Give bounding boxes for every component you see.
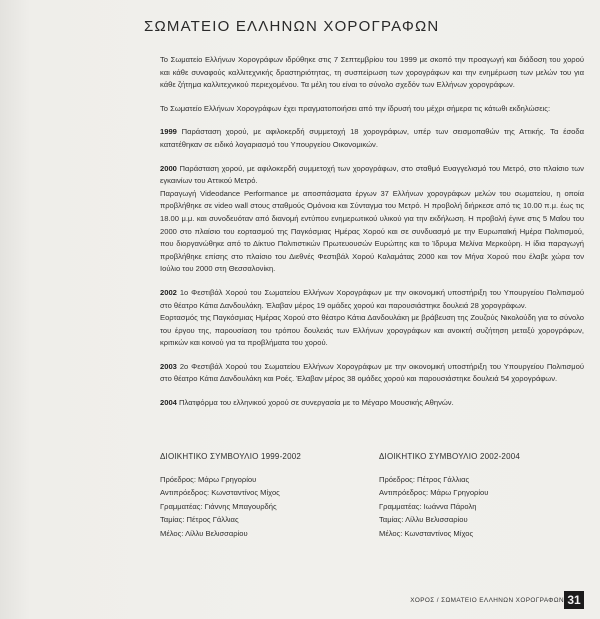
event-year: 2004 [160, 398, 177, 408]
event-2000-continued: Παραγωγή Videodance Performance με αποσπάσματα έργων 37 Ελλήνων χορογράφων μελών του σωματείου, η οποία προβλήθηκε σε video wall στους σταθμούς Ομόνοια και Σύνταγμα του Μετρό. Η προβολή διήρκεσε από τις 10.00 π.μ. έως τις 18.00 μ.μ. και συνοδευόταν από διανομή εντύπου ενημερωτικού υλικού για την εκδήλωση. Η προβολή έγινε στις 5 Μαΐου του 2000 στο πλαίσιο του εορτασμού της Παγκόσμιας Ημέρας Χορού και σε συνδυασμό με την Ευρωπαϊκή Ημέρα Πολιτισμού, που διοργανώθηκε από το Δίκτυο Πολιτιστικών Πρωτευουσών Ευρώπης και το Ίδρυμα Μελίνα Μερκούρη. Η ίδια παραγωγή προβλήθηκε επίσης στο πλαίσιο του Διεθνές Φεστιβάλ Χορού Καλαμάτας 2000 και τον Μήνα Χορού που έλαβε χώρα τον Ιούλιο του 2000 στη Θεσσαλονίκη. [160, 188, 584, 274]
board-member: Ταμίας: Λίλλυ Βελισσαρίου [379, 515, 468, 525]
intro-paragraph: Το Σωματείο Ελλήνων Χορογράφων έχει πραγματοποιήσει από την ίδρυσή του μέχρι σήμερα τις κάτωθι εκδηλώσεις: [160, 103, 551, 113]
board-heading: ΔΙΟΙΚΗΤΙΚΟ ΣΥΜΒΟΥΛΙΟ 2002-2004 [379, 452, 521, 461]
event-text: 2ο Φεστιβάλ Χορού του Σωματείου Ελλήνων Χορογράφων με την οικονομική υποστήριξη του Υπουργείου Πολιτισμού στο θέατρο Κάτια Δανδουλάκη και Ροές. Έλαβαν μέρος 38 ομάδες χορού και παρουσιάστηκε δουλειά 54 χορογράφων. [160, 361, 584, 384]
board-member: Πρόεδρος: Πέτρος Γάλλιας [379, 475, 470, 484]
event-2002-continued: Εορτασμός της Παγκόσμιας Ημέρας Χορού στο θέατρο Κάτια Δανδουλάκη με βράβευση της Ζουζούς Νικολούδη για το σύνολο του έργου της, παρουσίαση του τρόπου δουλειάς των Ελλήνων χορογράφων και ανοικτή συζήτηση μεταξύ χορογράφων, κριτικών και κοινού για τα προβλήματα του χορού. [160, 313, 584, 348]
event-2004 [160, 397, 584, 410]
event-1999 [160, 126, 584, 151]
event-text: Παράσταση χορού, με αφιλοκερδή συμμετοχή των χορογράφων, στο σταθμό Ευαγγελισμό του Μετρό, στο πλαίσιο των εγκαινίων του Αττικού Μετρό. [160, 163, 584, 186]
event-year: 2002 [160, 287, 177, 297]
board-member: Πρόεδρος: Μάρω Γρηγορίου [160, 475, 257, 484]
board-1999-2002 [160, 452, 360, 540]
event-year: 1999 [160, 127, 177, 137]
board-member: Γραμματέας: Ιωάννα Πάρολη [379, 501, 477, 511]
event-text: Πλατφόρμα του ελληνικού χορού σε συνεργασία με το Μέγαρο Μουσικής Αθηνών. [179, 398, 454, 408]
event-text: Παράσταση χορού, με αφιλοκερδή συμμετοχή 18 χορογράφων, υπέρ των σεισμοπαθών της Αττικής. Τα έσοδα κατατέθηκαν σε ειδικό λογαριασμό του Υπουργείου Οικονομικών. [160, 127, 584, 149]
event-2002 [160, 287, 584, 312]
board-heading: ΔΙΟΙΚΗΤΙΚΟ ΣΥΜΒΟΥΛΙΟ 1999-2002 [160, 452, 302, 461]
board-member: Αντιπρόεδρος: Κωνσταντίνος Μίχος [160, 488, 280, 498]
event-year: 2000 [160, 163, 177, 173]
running-footer: ΧΟΡΟΣ / ΣΩΜΑΤΕΙΟ ΕΛΛΗΝΩΝ ΧΟΡΟΓΡΑΦΩΝ [410, 597, 564, 604]
board-member: Αντιπρόεδρος: Μάρω Γρηγορίου [379, 488, 489, 498]
intro-paragraph: Το Σωματείο Ελλήνων Χορογράφων ιδρύθηκε στις 7 Σεπτεμβρίου του 1999 με σκοπό την προαγωγή και διάδοση του χορού και κάθε συναφούς καλλιτεχνικής δραστηριότητας, τη συσπείρωση των χορογράφων και την ενημέρωση των μελών του για κάθε ζήτημα καλλιτεχνικού περιεχομένου. Τα μέλη του είναι το σύνολο σχεδόν των Ελλήνων χορογράφων. [160, 55, 584, 90]
board-member: Μέλος: Λίλλυ Βελισσαρίου [160, 528, 248, 538]
event-2003 [160, 361, 584, 386]
board-member: Ταμίας: Πέτρος Γάλλιας [160, 515, 239, 525]
event-year: 2003 [160, 361, 177, 371]
page-number: 31 [564, 591, 584, 609]
board-member: Γραμματέας: Γιάννης Μπαγουρδής [160, 501, 277, 511]
page-title: ΣΩΜΑΤΕΙΟ ΕΛΛΗΝΩΝ ΧΟΡΟΓΡΑΦΩΝ [144, 18, 440, 35]
body-text [160, 54, 584, 421]
board-2002-2004 [379, 452, 579, 540]
board-member: Μέλος: Κωνσταντίνος Μίχος [379, 528, 474, 538]
event-2000 [160, 163, 584, 188]
event-text: 1ο Φεστιβάλ Χορού του Σωματείου Ελλήνων Χορογράφων με την οικονομική υποστήριξη του Υπουργείου Πολιτισμού στο θέατρο Κάτια Δανδουλάκη. Έλαβαν μέρος 19 ομάδες χορού και παρουσιάστηκε δουλειά 28 χορογράφων. [160, 287, 584, 310]
